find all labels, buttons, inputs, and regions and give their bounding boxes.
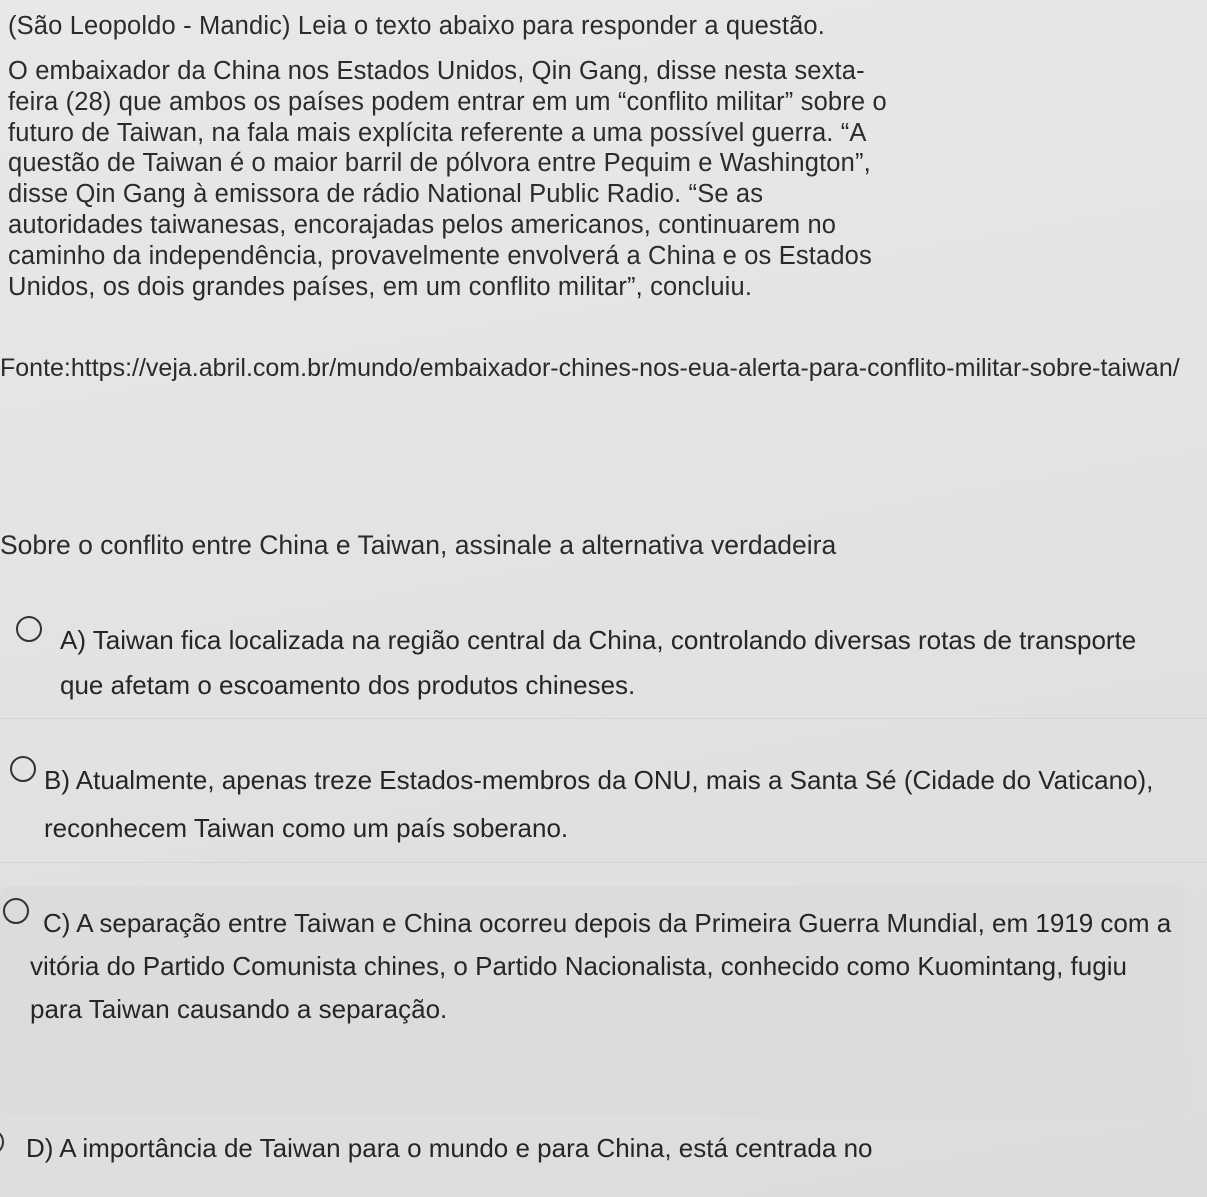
passage-line: autoridades taiwanesas, encorajadas pelos americanos, continuarem no (8, 210, 837, 239)
option-a-text: A) Taiwan fica localizada na região central da China, controlando diversas rotas de transporte que afetam o escoamento dos produtos chineses. (60, 625, 1137, 700)
passage-line: disse Qin Gang à emissora de rádio National Public Radio. “Se as (8, 180, 764, 209)
question-passage (8, 10, 1193, 302)
option-c-text: C) A separação entre Taiwan e China ocorreu depois da Primeira Guerra Mundial, em 1919 com a vitória do Partido Comunista chines, o Partido Nacionalista, conhecido como Kuomintang, fugiu para Taiwan causando a separação. (30, 908, 1172, 1024)
option-d-text: D) A importância de Taiwan para o mundo e para China, está centrada no (26, 1133, 873, 1163)
source-citation: Fonte:https://veja.abril.com.br/mundo/embaixador-chines-nos-eua-alerta-para-conflito-militar-sobre-taiwan/ (0, 354, 1180, 382)
answer-option-c[interactable] (0, 886, 1185, 1116)
answer-option-a[interactable] (0, 578, 1207, 718)
option-divider (0, 718, 1207, 719)
option-divider (0, 862, 1207, 863)
passage-line: Unidos, os dois grandes países, em um conflito militar”, concluiu. (8, 272, 753, 301)
passage-title: (São Leopoldo - Mandic) Leia o texto abaixo para responder a questão. (8, 12, 825, 40)
passage-line: O embaixador da China nos Estados Unidos, Qin Gang, disse nesta sexta- (8, 57, 865, 85)
radio-button-d[interactable] (0, 1129, 4, 1155)
radio-button-a[interactable] (16, 616, 42, 642)
answer-option-d[interactable] (0, 1116, 1207, 1197)
passage-body (8, 56, 1193, 302)
option-b-text: B) Atualmente, apenas treze Estados-membros da ONU, mais a Santa Sé (Cidade do Vaticano), reconhecem Taiwan como um país soberano. (44, 765, 1154, 843)
question-prompt: Sobre o conflito entre China e Taiwan, assinale a alternativa verdadeira (0, 530, 837, 560)
answer-option-b[interactable] (0, 720, 1207, 860)
passage-line: caminho da independência, provavelmente envolverá a China e os Estados (8, 241, 872, 270)
passage-line: futuro de Taiwan, na fala mais explícita referente a uma possível guerra. “A (8, 118, 867, 147)
radio-button-b[interactable] (10, 756, 36, 782)
passage-line: feira (28) que ambos os países podem entrar em um “conflito militar” sobre o (8, 87, 887, 116)
radio-button-c[interactable] (3, 898, 29, 924)
passage-line: questão de Taiwan é o maior barril de pólvora entre Pequim e Washington”, (8, 149, 871, 178)
